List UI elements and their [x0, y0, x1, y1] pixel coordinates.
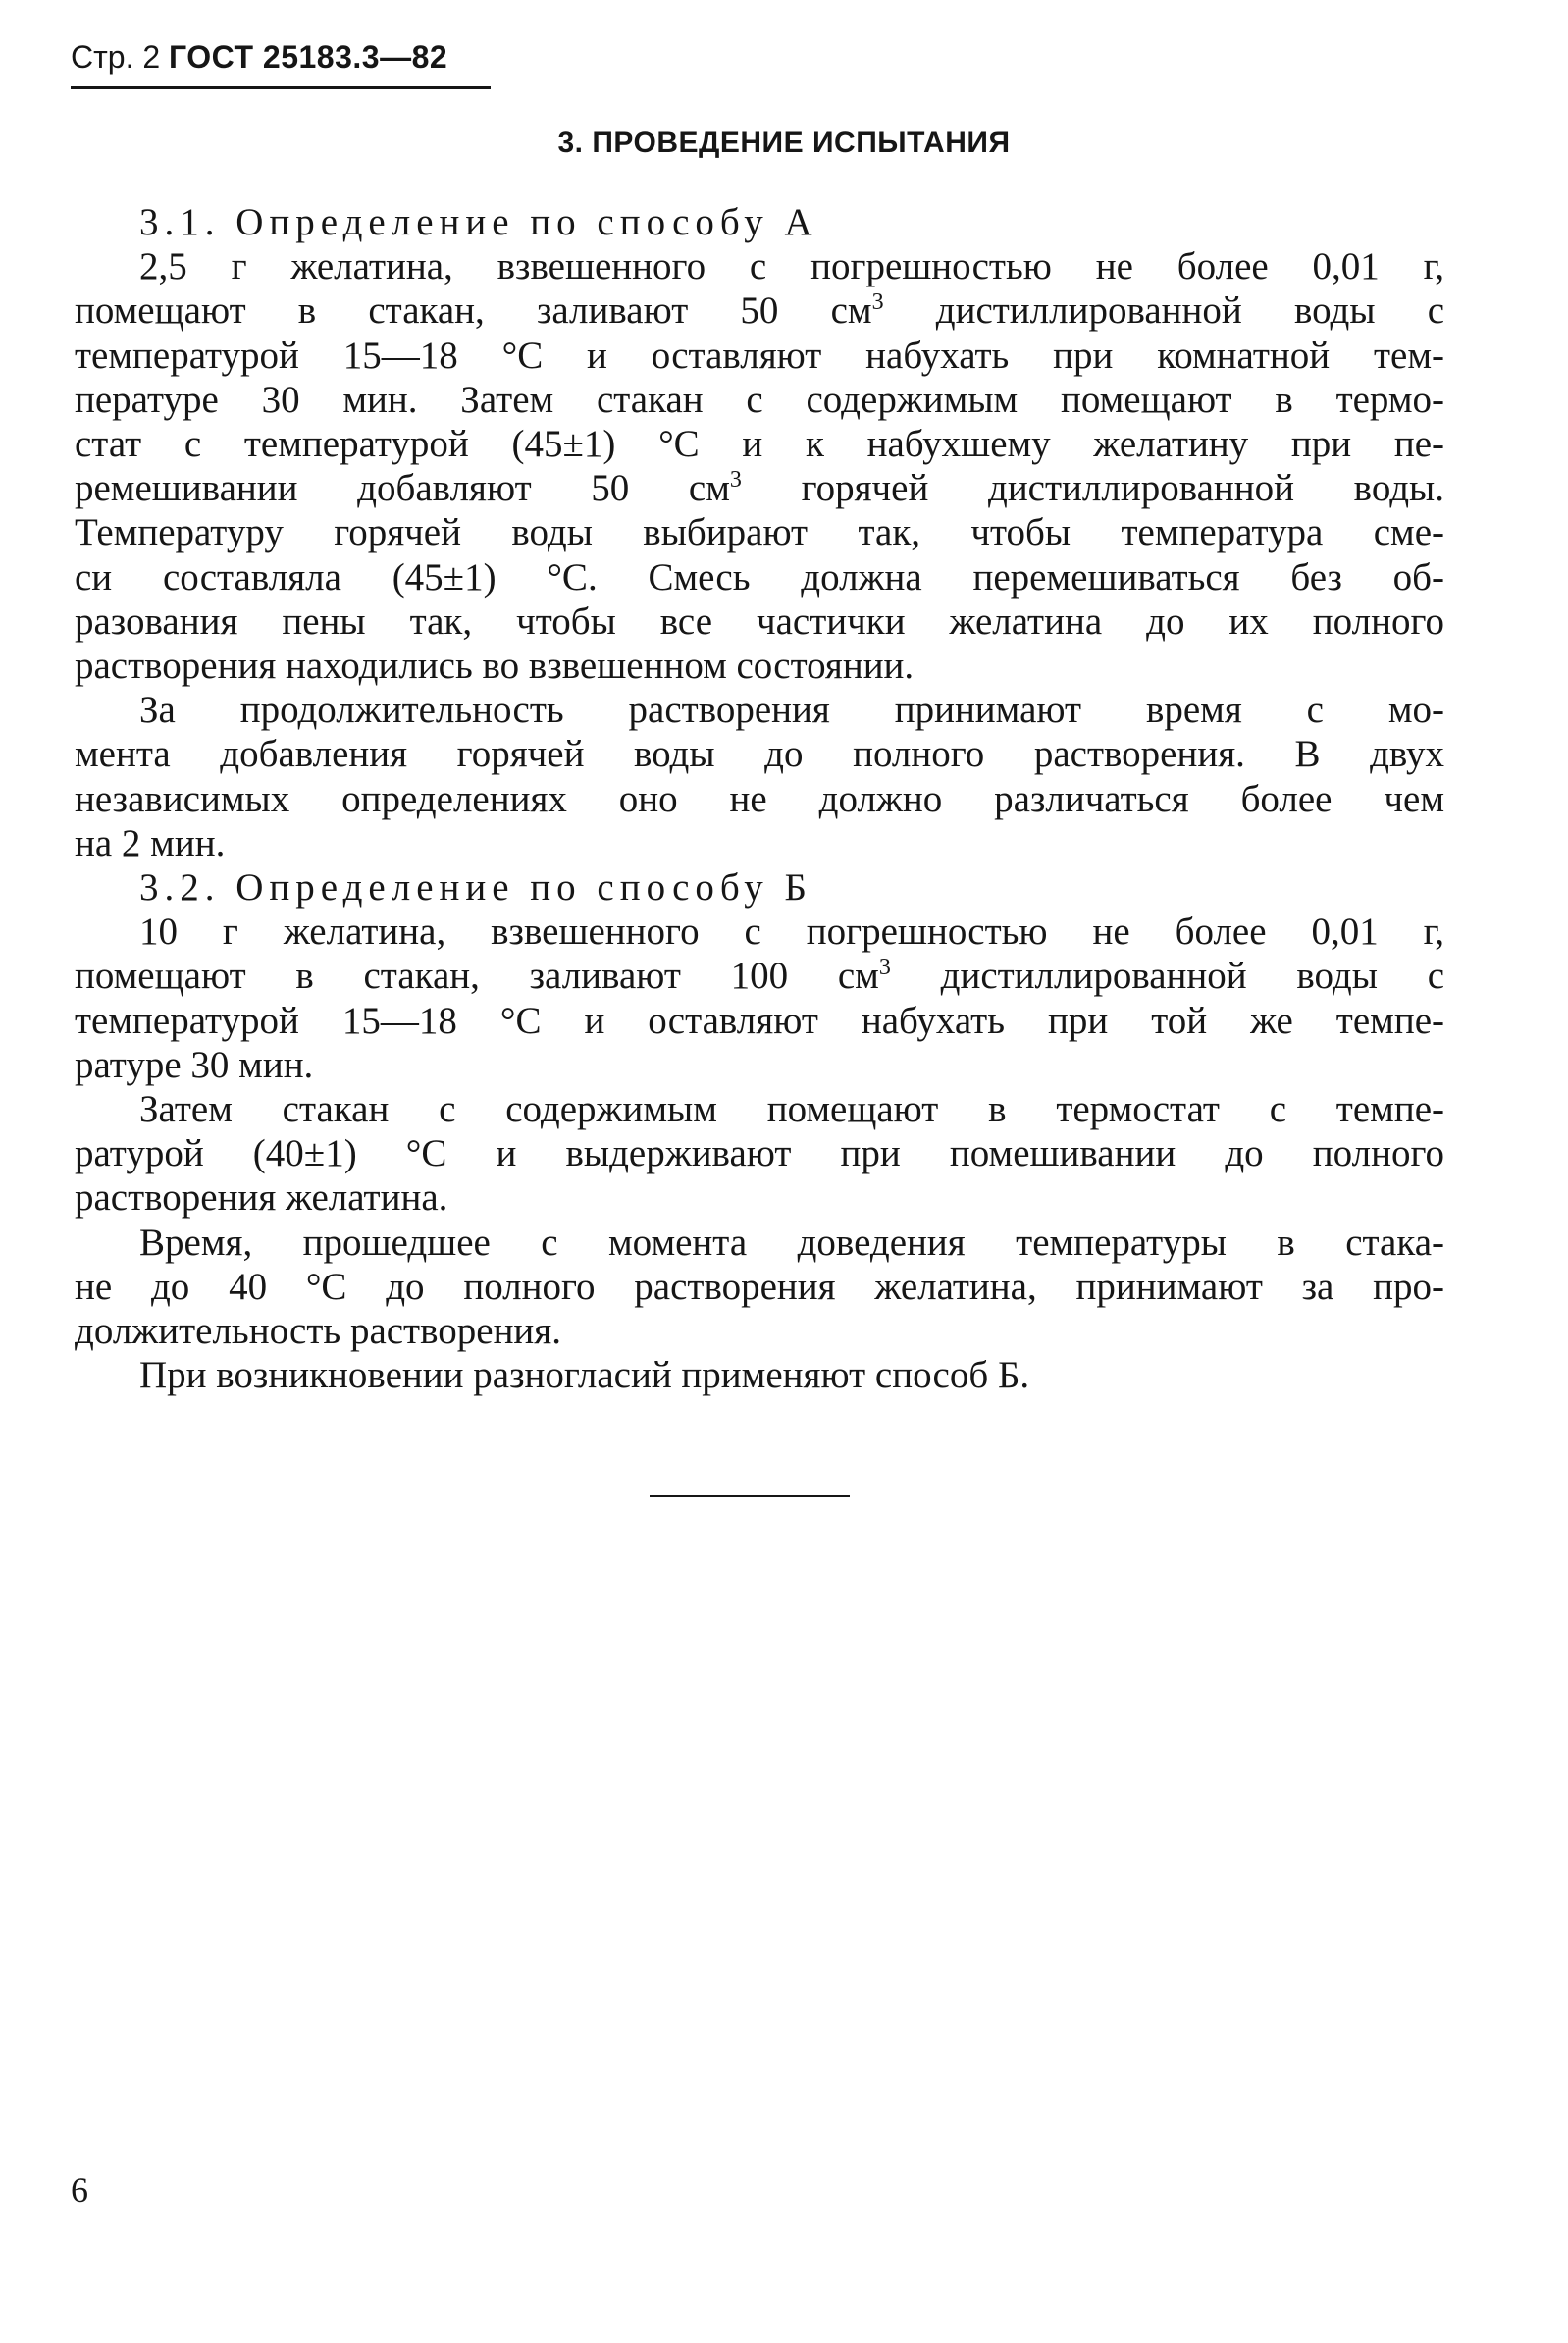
text-line: не до 40 °С до полного растворения желатина, принимают за про-	[75, 1265, 1444, 1308]
text-line: мента добавления горячей воды до полного растворения. В двух	[75, 733, 1444, 776]
header-rule	[71, 86, 491, 89]
paragraph-3-2-disagreement	[75, 1353, 1444, 1397]
text-line	[75, 954, 1444, 998]
text-line: си составляла (45±1) °С. Смесь должна перемешиваться без об-	[75, 555, 1444, 599]
superscript: 3	[871, 289, 884, 316]
page-number: 6	[71, 2170, 88, 2210]
text-line: растворения находились во взвешенном состоянии.	[75, 645, 915, 688]
text-line: 2,5 г желатина, взвешенного с погрешностью не более 0,01 г,	[139, 245, 1444, 288]
text-line: 10 г желатина, взвешенного с погрешностью не более 0,01 г,	[139, 911, 1444, 954]
text-line: При возникновении разногласий применяют способ Б.	[139, 1354, 1030, 1397]
paragraph-3-2-duration	[75, 1221, 1444, 1354]
text-line: растворения желатина.	[75, 1176, 448, 1220]
heading-line: 3.1. Определение по способу А	[139, 201, 818, 243]
text-line: должительность растворения.	[75, 1310, 561, 1353]
text-line: ратурой (40±1) °С и выдерживают при помешивании до полного	[75, 1132, 1444, 1175]
text-fragment: горячей дистиллированной воды.	[741, 467, 1444, 510]
text-line: температурой 15—18 °С и оставляют набухать при комнатной тем-	[75, 334, 1444, 377]
paragraph-3-1-duration	[75, 688, 1444, 865]
text-line: стат с температурой (45±1) °С и к набухшему желатину при пе-	[75, 423, 1444, 466]
text-line: Температуру горячей воды выбирают так, чтобы температура сме-	[75, 511, 1444, 554]
end-of-text-rule	[650, 1495, 850, 1497]
text-line: температурой 15—18 °С и оставляют набухать при той же темпе-	[75, 999, 1444, 1042]
text-fragment: ремешивании добавляют 50 см	[75, 467, 730, 510]
standard-reference: ГОСТ 25183.3—82	[169, 39, 448, 75]
text-line: Затем стакан с содержимым помещают в термостат с темпе-	[139, 1088, 1444, 1131]
text-line: Время, прошедшее с момента доведения температуры в стака-	[139, 1221, 1444, 1264]
text-line: разования пены так, чтобы все частички желатина до их полного	[75, 599, 1444, 643]
paragraph-3-2-thermostat	[75, 1087, 1444, 1221]
running-header	[71, 35, 491, 78]
text-line: независимых определениях оно не должно различаться более чем	[75, 777, 1444, 820]
page-label: Стр. 2	[71, 39, 161, 75]
section-title: 3. ПРОВЕДЕНИЕ ИСПЫТАНИЯ	[557, 127, 1011, 159]
paragraph-3-2-procedure	[75, 910, 1444, 1087]
text-line	[75, 288, 1444, 333]
paragraph-3-1-procedure	[75, 244, 1444, 688]
superscript: 3	[729, 467, 742, 494]
text-fragment: помещают в стакан, заливают 100 см	[75, 955, 879, 998]
heading-line: 3.2. Определение по способу Б	[139, 866, 812, 910]
text-fragment: дистиллированной воды с	[890, 955, 1444, 998]
text-fragment: помещают в стакан, заливают 50 см	[75, 289, 872, 333]
document-body	[75, 200, 1444, 1397]
text-line: на 2 мин.	[75, 821, 226, 864]
text-line: пературе 30 мин. Затем стакан с содержимым помещают в термо-	[75, 378, 1444, 421]
text-fragment: дистиллированной воды с	[883, 289, 1444, 333]
subsection-3-1-heading	[75, 200, 1444, 244]
text-line: За продолжительность растворения принимают время с мо-	[139, 689, 1444, 732]
subsection-3-2-heading	[75, 865, 1444, 910]
text-line: ратуре 30 мин.	[75, 1043, 314, 1086]
superscript: 3	[878, 955, 891, 981]
text-line	[75, 466, 1444, 510]
